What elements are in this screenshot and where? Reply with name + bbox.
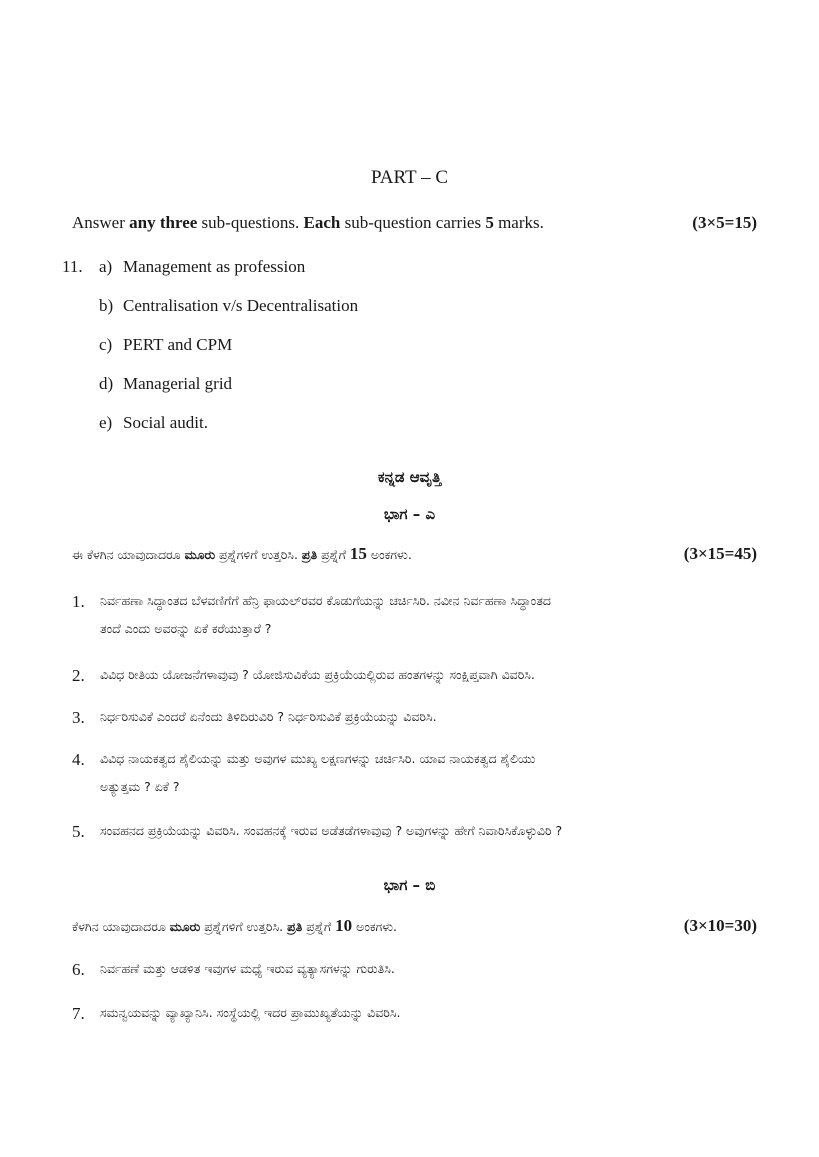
kannada-question: 1. ನಿರ್ವಹಣಾ ಸಿದ್ಧಾಂತದ ಬೆಳವಣಿಗೆಗೆ ಹೆನ್ರಿ ಫಾಯಲ್‌ರವರ ಕೊಡುಗೆಯನ್ನು ಚರ್ಚಿಸಿರಿ. ನವೀನ ನಿರ್ವಹಣಾ ಸಿದ್ಧಾಂತದ ತಂದೆ ಎಂದು ಅವರನ್ನು ಏಕೆ ಕರೆಯುತ್ತಾರೆ ? [72, 592, 551, 636]
part-a-title: ಭಾಗ – ಎ [383, 505, 436, 523]
part-b-marks: (3×10=30) [683, 916, 757, 935]
part-b-instruction-text: ಕೆಳಗಿನ ಯಾವುದಾದರೂ ಮೂರು ಪ್ರಶ್ನೆಗಳಿಗೆ ಉತ್ತರಿಸಿ. ಪ್ರತಿ ಪ್ರಶ್ನೆಗೆ 10 ಅಂಕಗಳು. [72, 916, 397, 935]
kannada-question: 6. ನಿರ್ವಹಣೆ ಮತ್ತು ಆಡಳಿತ ಇವುಗಳ ಮಧ್ಯೆ ಇರುವ ವ್ಯತ್ಯಾಸಗಳನ್ನು ಗುರುತಿಸಿ. [72, 960, 395, 979]
kannada-version-title: ಕನ್ನಡ ಆವೃತ್ತಿ [377, 468, 442, 486]
part-a-instruction-text: ಈ ಕೆಳಗಿನ ಯಾವುದಾದರೂ ಮೂರು ಪ್ರಶ್ನೆಗಳಿಗೆ ಉತ್ತರಿಸಿ. ಪ್ರತಿ ಪ್ರಶ್ನೆಗೆ 15 ಅಂಕಗಳು. [72, 544, 412, 563]
part-a-marks: (3×15=45) [683, 544, 757, 563]
part-c-instructions [72, 213, 757, 233]
sub-question: a) Management as profession [99, 257, 306, 276]
part-c-marks: (3×5=15) [692, 213, 757, 232]
part-a-instructions [72, 544, 757, 564]
question-number: 11. [62, 257, 83, 276]
part-b-title: ಭಾಗ – ಬಿ [383, 876, 436, 894]
kannada-question: 2. ವಿವಿಧ ರೀತಿಯ ಯೋಜನೆಗಳಾವುವು ? ಯೋಜಿಸುವಿಕೆಯ ಪ್ರಕ್ರಿಯೆಯಲ್ಲಿರುವ ಹಂತಗಳನ್ನು ಸಂಕ್ಷಿಪ್ತವಾಗಿ ವಿವರಿಸಿ. [72, 666, 535, 685]
kannada-question: 5. ಸಂವಹನದ ಪ್ರಕ್ರಿಯೆಯನ್ನು ವಿವರಿಸಿ. ಸಂವಹನಕ್ಕೆ ಇರುವ ಅಡೆತಡೆಗಳಾವುವು ? ಅವುಗಳನ್ನು ಹೇಗೆ ನಿವಾರಿಸಿಕೊಳ್ಳುವಿರಿ ? [72, 822, 563, 841]
sub-question: d) Managerial grid [99, 374, 233, 393]
sub-question: e) Social audit. [99, 413, 208, 432]
sub-question: b) Centralisation v/s Decentralisation [99, 296, 359, 315]
kannada-question: 4. ವಿವಿಧ ನಾಯಕತ್ವದ ಶೈಲಿಯನ್ನು ಮತ್ತು ಅವುಗಳ ಮುಖ್ಯ ಲಕ್ಷಣಗಳನ್ನು ಚರ್ಚಿಸಿರಿ. ಯಾವ ನಾಯಕತ್ವದ ಶೈಲಿಯು ಅತ್ಯುತ್ತಮ ? ಏಕೆ ? [72, 750, 536, 794]
part-b-instructions [72, 916, 757, 936]
kannada-question: 7. ಸಮನ್ವಯವನ್ನು ವ್ಯಾಖ್ಯಾನಿಸಿ. ಸಂಸ್ಥೆಯಲ್ಲಿ ಇದರ ಪ್ರಾಮುಖ್ಯತೆಯನ್ನು ವಿವರಿಸಿ. [72, 1004, 401, 1023]
part-title: PART – C [370, 167, 448, 188]
sub-question: c) PERT and CPM [99, 335, 233, 354]
kannada-question: 3. ನಿರ್ಧರಿಸುವಿಕೆ ಎಂದರೆ ಏನೆಂದು ತಿಳಿದಿರುವಿರಿ ? ನಿರ್ಧರಿಸುವಿಕೆ ಪ್ರಕ್ರಿಯೆಯನ್ನು ವಿವರಿಸಿ. [72, 708, 437, 727]
instruction-text: Answer any three sub-questions. Each sub-question carries 5 marks. [72, 213, 544, 232]
